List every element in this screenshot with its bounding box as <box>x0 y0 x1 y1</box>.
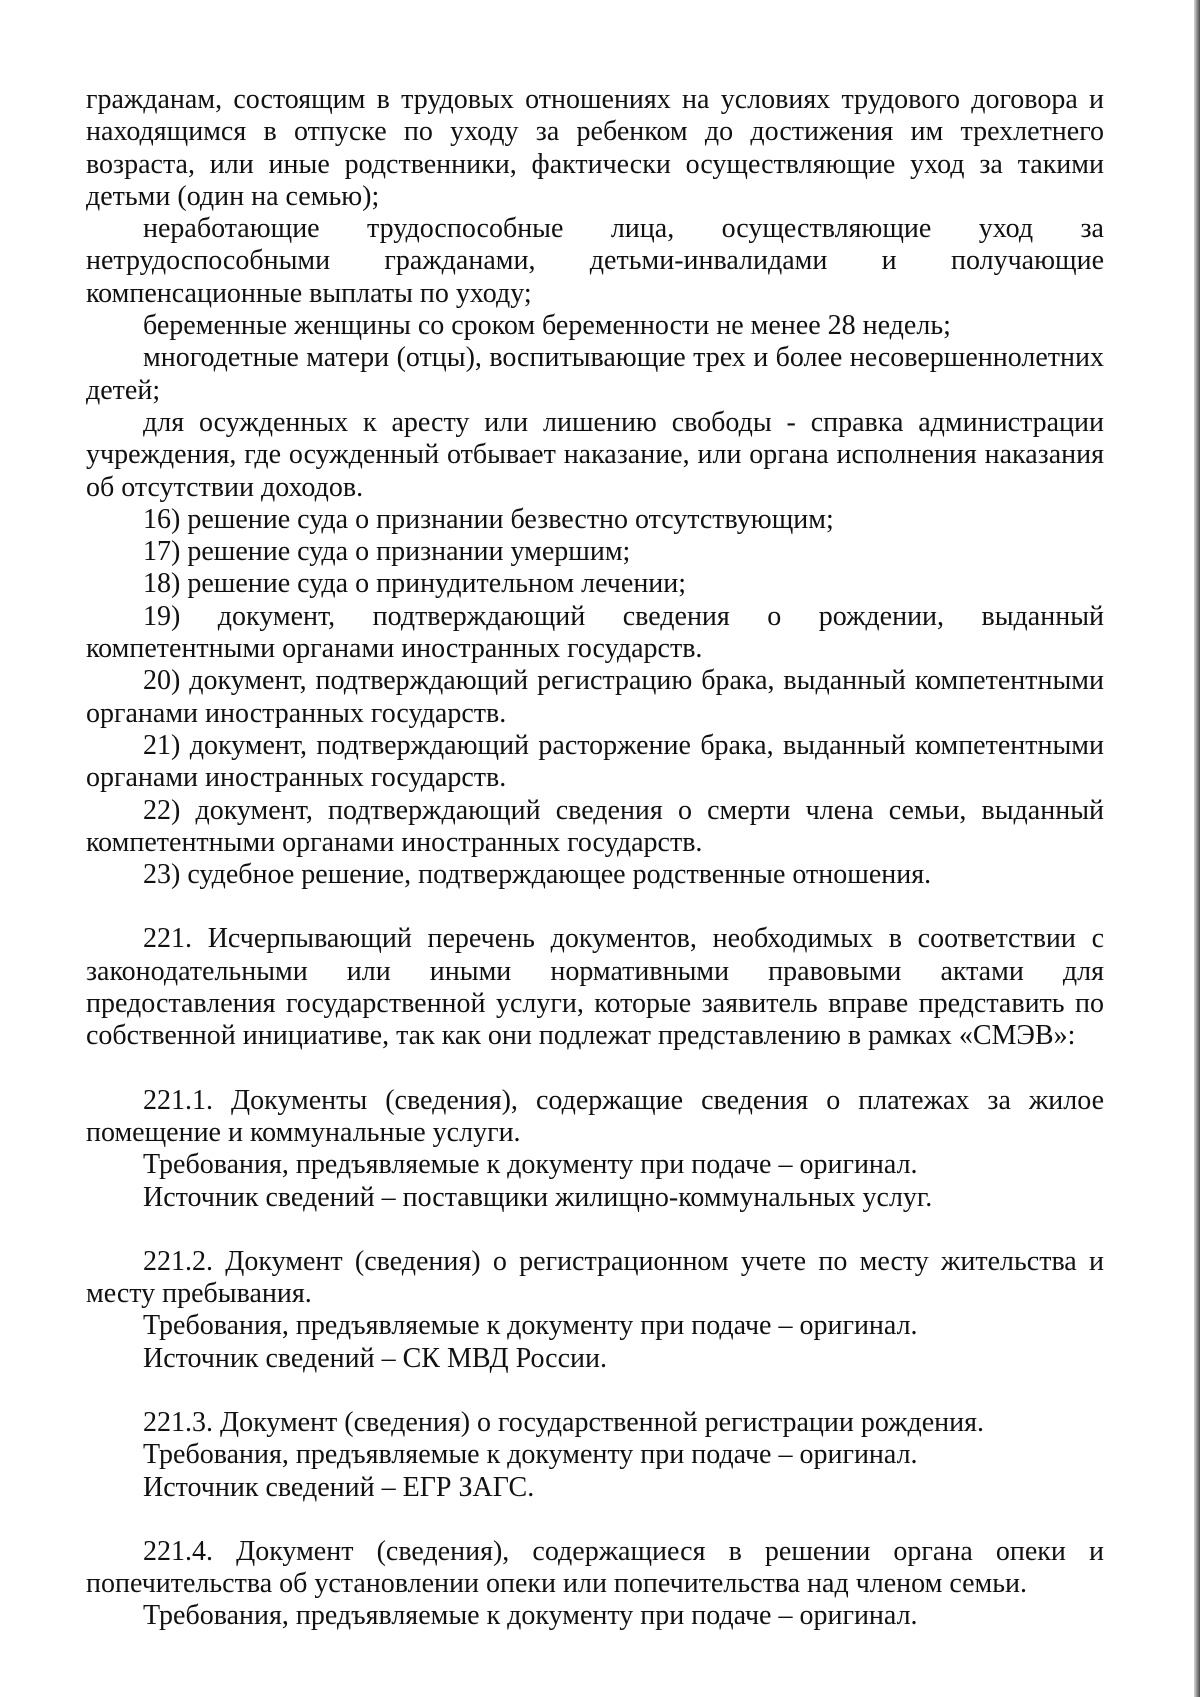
blank-line <box>86 1214 1104 1246</box>
paragraph: многодетные матери (отцы), воспитывающие трех и более несовершеннолетних детей; <box>86 342 1104 406</box>
paragraph: гражданам, состоящим в трудовых отношениях на условиях трудового договора и находящимся в отпуске по уходу за ребенком до достижения им трехлетнего возраста, или иные родственники, фактически осуществляющие уход за такими детьми (один на семью); <box>86 84 1104 212</box>
subsection-221-4: 221.4. Документ (сведения), содержащиеся в решении органа опеки и попечительства об установлении опеки или попечительства над членом семьи. <box>86 1535 1104 1600</box>
list-item: 22) документ, подтверждающий сведения о смерти члена семьи, выданный компетентными органами иностранных государств. <box>86 794 1104 858</box>
blank-line <box>86 1053 1104 1085</box>
paragraph: беременные женщины со сроком беременности не менее 28 недель; <box>143 310 951 342</box>
subsection-221-3: 221.3. Документ (сведения) о государственной регистрации рождения. <box>143 1406 985 1438</box>
list-item: 21) документ, подтверждающий расторжение брака, выданный компетентными органами иностранных государств. <box>86 729 1104 794</box>
list-item: 19) документ, подтверждающий сведения о рождении, выданный компетентными органами иностранных государств. <box>86 600 1104 665</box>
scan-edge-shadow <box>1194 0 1200 1697</box>
blank-line <box>86 1504 1104 1536</box>
list-item: 23) судебное решение, подтверждающее родственные отношения. <box>143 859 932 891</box>
subsection-221-2: 221.2. Документ (сведения) о регистрационном учете по месту жительства и месту пребывания. <box>86 1245 1104 1310</box>
list-item: 18) решение суда о принудительном лечении; <box>143 568 687 600</box>
requirement-line: Требования, предъявляемые к документу при подаче – оригинал. <box>143 1310 918 1342</box>
list-item: 16) решение суда о признании безвестно отсутствующим; <box>143 503 834 535</box>
paragraph: неработающие трудоспособные лица, осуществляющие уход за нетрудоспособными гражданами, детьми-инвалидами и получающие компенсационные выплаты по уходу; <box>86 213 1104 309</box>
requirement-line: Требования, предъявляемые к документу при подаче – оригинал. <box>143 1439 918 1471</box>
subsection-221-1: 221.1. Документы (сведения), содержащие сведения о платежах за жилое помещение и коммунальные услуги. <box>86 1084 1104 1148</box>
blank-line <box>86 1375 1104 1407</box>
source-line: Источник сведений – СК МВД России. <box>143 1342 607 1374</box>
requirement-line: Требования, предъявляемые к документу при подаче – оригинал. <box>143 1600 918 1632</box>
paragraph: для осужденных к аресту или лишению свободы - справка администрации учреждения, где осужденный отбывает наказание, или органа исполнения наказания об отсутствии доходов. <box>86 406 1104 503</box>
requirement-line: Требования, предъявляемые к документу при подаче – оригинал. <box>143 1149 918 1181</box>
source-line: Источник сведений – поставщики жилищно-коммунальных услуг. <box>143 1181 933 1213</box>
section-221-heading: 221. Исчерпывающий перечень документов, необходимых в соответствии с законодательными или иными нормативными правовыми актами для предоставления государственной услуги, которые заявитель вправе представить по собственной инициативе, так как они подлежат представлению в рамках «СМЭВ»: <box>86 923 1104 1052</box>
source-line: Источник сведений – ЕГР ЗАГС. <box>143 1471 535 1503</box>
document-body <box>86 84 1104 1633</box>
blank-line <box>86 891 1104 923</box>
list-item: 20) документ, подтверждающий регистрацию брака, выданный компетентными органами иностранных государств. <box>86 665 1104 729</box>
list-item: 17) решение суда о признании умершим; <box>143 536 631 568</box>
